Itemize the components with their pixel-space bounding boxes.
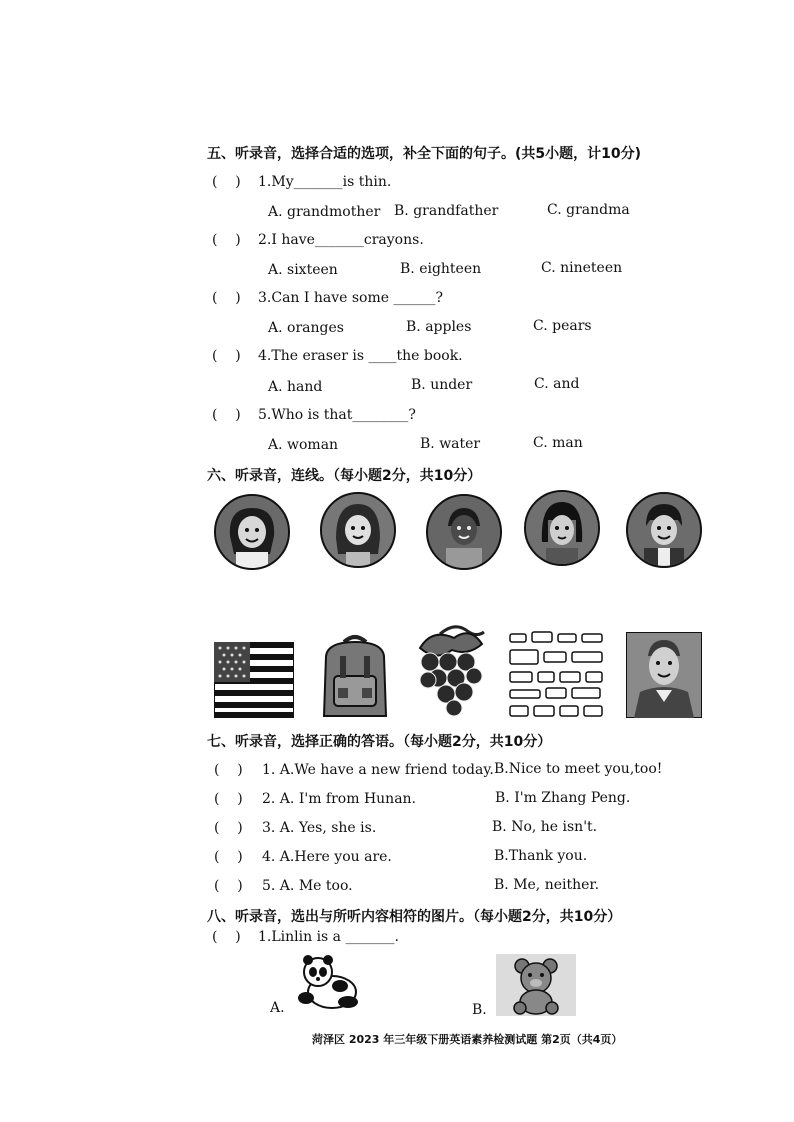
- choice-b-label: B.: [472, 1002, 487, 1018]
- girl-portrait-icon: [322, 494, 394, 566]
- portrait-girl-1[interactable]: [214, 494, 290, 570]
- option-a: 2. A. I'm from Hunan.: [262, 791, 417, 807]
- option-a: A. woman: [268, 437, 339, 453]
- portrait-girl-2[interactable]: [320, 492, 396, 568]
- option-c: C. man: [533, 435, 583, 451]
- answer-paren[interactable]: ( ): [214, 820, 243, 836]
- option-a: A. grandmother: [268, 204, 381, 220]
- grapes-picture[interactable]: [414, 622, 488, 718]
- option-a: A. oranges: [268, 320, 344, 336]
- answer-paren[interactable]: ( ): [214, 791, 243, 807]
- portrait-boy-2[interactable]: [626, 492, 702, 568]
- option-c: C. nineteen: [541, 260, 623, 276]
- answer-paren[interactable]: ( ): [212, 348, 241, 364]
- option-a: 4. A.Here you are.: [262, 849, 392, 865]
- option-b: B. under: [411, 377, 473, 393]
- choice-a-label: A.: [270, 1000, 285, 1016]
- question-stem: 1.My_______is thin.: [258, 174, 392, 190]
- vehicles-icon: [506, 630, 606, 720]
- page-footer: 菏泽区 2023 年三年级下册英语素养检测试题 第2页（共4页）: [312, 1033, 623, 1046]
- option-c: C. pears: [533, 318, 592, 334]
- answer-paren[interactable]: ( ): [214, 878, 243, 894]
- answer-paren[interactable]: ( ): [212, 232, 241, 248]
- option-c: C. grandma: [547, 202, 630, 218]
- section6-heading: 六、听录音，连线。（每小题2分，共10分）: [207, 468, 482, 484]
- boy-portrait-icon: [428, 496, 500, 568]
- answer-paren[interactable]: ( ): [212, 174, 241, 190]
- vehicles-picture[interactable]: [506, 630, 606, 720]
- schoolbag-picture[interactable]: [316, 632, 394, 718]
- girl-portrait-icon: [216, 496, 288, 568]
- option-b: B. apples: [406, 319, 472, 335]
- section8-heading: 八、听录音，选出与所听内容相符的图片。（每小题2分，共10分）: [207, 909, 622, 925]
- question-stem: 1.Linlin is a _______.: [258, 929, 399, 945]
- portrait-girl-3[interactable]: [524, 490, 600, 566]
- man-picture[interactable]: [626, 632, 702, 718]
- answer-paren[interactable]: ( ): [212, 290, 241, 306]
- panda-icon: [296, 954, 364, 1010]
- question-stem: 2.I have_______crayons.: [258, 232, 424, 248]
- grapes-icon: [414, 622, 488, 718]
- section5-heading: 五、听录音，选择合适的选项，补全下面的句子。(共5小题，计10分): [207, 146, 642, 162]
- question-stem: 4.The eraser is ____the book.: [258, 348, 463, 364]
- question-stem: 5.Who is that________?: [258, 407, 416, 423]
- girl-portrait-icon: [526, 492, 598, 564]
- option-a: A. hand: [268, 379, 323, 395]
- option-b: B. eighteen: [400, 261, 482, 277]
- flag-icon: [214, 642, 294, 718]
- option-b: B. water: [420, 436, 481, 452]
- boy-portrait-icon: [628, 494, 700, 566]
- man-portrait-icon: [626, 632, 702, 718]
- answer-paren[interactable]: ( ): [212, 929, 241, 945]
- option-c: C. and: [534, 376, 580, 392]
- section7-heading: 七、听录音，选择正确的答语。（每小题2分，共10分）: [207, 734, 552, 750]
- option-b: B.Nice to meet you,too!: [494, 761, 663, 777]
- bear-icon: [496, 954, 576, 1016]
- usa-flag-picture[interactable]: [214, 642, 294, 718]
- option-b: B. Me, neither.: [494, 877, 600, 893]
- option-b: B.Thank you.: [494, 848, 588, 864]
- option-b: B. I'm Zhang Peng.: [495, 790, 631, 806]
- option-a: 1. A.We have a new friend today.: [262, 762, 494, 778]
- option-a: 5. A. Me too.: [262, 878, 353, 894]
- question-stem: 3.Can I have some ______?: [258, 290, 444, 306]
- option-a: A. sixteen: [268, 262, 338, 278]
- answer-paren[interactable]: ( ): [212, 407, 241, 423]
- answer-paren[interactable]: ( ): [214, 849, 243, 865]
- schoolbag-icon: [316, 632, 394, 718]
- option-a: 3. A. Yes, she is.: [262, 820, 377, 836]
- teddy-bear-picture[interactable]: [496, 954, 576, 1016]
- option-b: B. grandfather: [394, 203, 499, 219]
- portrait-boy-1[interactable]: [426, 494, 502, 570]
- answer-paren[interactable]: ( ): [214, 762, 243, 778]
- option-b: B. No, he isn't.: [492, 819, 598, 835]
- panda-picture[interactable]: [296, 954, 364, 1010]
